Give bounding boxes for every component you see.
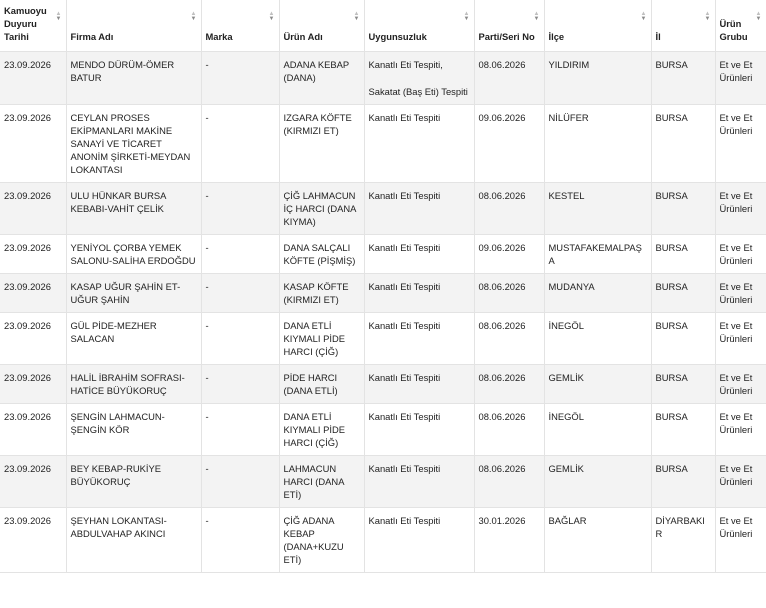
cell-grup: Et ve Et Ürünleri (715, 274, 766, 313)
cell-tarih: 23.09.2026 (0, 105, 66, 183)
sort-arrows-icon[interactable]: ▲ ▼ (55, 11, 62, 22)
cell-text: Kanatlı Eti Tespiti (368, 411, 441, 422)
cell-firma: GÜL PİDE-MEZHER SALACAN (66, 313, 201, 365)
column-header-urun[interactable] (279, 0, 364, 52)
cell-grup: Et ve Et Ürünleri (715, 365, 766, 404)
cell-marka: - (201, 404, 279, 456)
cell-parti: 08.06.2026 (474, 456, 544, 508)
sort-arrows-icon[interactable]: ▲ ▼ (533, 11, 540, 22)
cell-il: BURSA (651, 456, 715, 508)
cell-uygunsuzluk (364, 52, 474, 105)
cell-ilce: GEMLİK (544, 365, 651, 404)
table-row (0, 52, 766, 105)
cell-parti: 08.06.2026 (474, 313, 544, 365)
table-body (0, 52, 766, 573)
cell-ilce: BAĞLAR (544, 508, 651, 573)
cell-text: Kanatlı Eti Tespiti (368, 281, 441, 292)
sort-arrows-icon[interactable]: ▲ ▼ (190, 11, 197, 22)
column-header-il[interactable] (651, 0, 715, 52)
cell-ilce: YILDIRIM (544, 52, 651, 105)
cell-tarih: 23.09.2026 (0, 235, 66, 274)
table-row (0, 313, 766, 365)
cell-ilce: KESTEL (544, 183, 651, 235)
cell-ilce: İNEGÖL (544, 313, 651, 365)
cell-urun: KASAP KÖFTE (KIRMIZI ET) (279, 274, 364, 313)
cell-firma: ULU HÜNKAR BURSA KEBABI-VAHİT ÇELİK (66, 183, 201, 235)
cell-firma: CEYLAN PROSES EKİPMANLARI MAKİNE SANAYİ VE TİCARET ANONİM ŞİRKETİ-MEYDAN LOKANTASI (66, 105, 201, 183)
cell-urun: LAHMACUN HARCI (DANA ETİ) (279, 456, 364, 508)
cell-uygunsuzluk (364, 274, 474, 313)
column-header-label: Parti/Seri No (478, 31, 535, 42)
column-header-grup[interactable] (715, 0, 766, 52)
cell-ilce: MUDANYA (544, 274, 651, 313)
column-header-firma[interactable] (66, 0, 201, 52)
cell-parti: 08.06.2026 (474, 365, 544, 404)
cell-uygunsuzluk (364, 456, 474, 508)
cell-uygunsuzluk (364, 235, 474, 274)
cell-text: Sakatat (Baş Eti) Tespiti (368, 86, 468, 97)
cell-grup: Et ve Et Ürünleri (715, 52, 766, 105)
column-header-label: Ürün Adı (283, 31, 323, 42)
cell-uygunsuzluk (364, 313, 474, 365)
cell-urun: ÇİĞ ADANA KEBAP (DANA+KUZU ETİ) (279, 508, 364, 573)
cell-firma: HALİL İBRAHİM SOFRASI-HATİCE BÜYÜKORUÇ (66, 365, 201, 404)
header-row (0, 0, 766, 52)
table-row (0, 235, 766, 274)
cell-text: Kanatlı Eti Tespiti, (368, 59, 443, 70)
table-row (0, 183, 766, 235)
cell-firma: BEY KEBAP-RUKİYE BÜYÜKORUÇ (66, 456, 201, 508)
cell-parti: 30.01.2026 (474, 508, 544, 573)
table-row (0, 404, 766, 456)
cell-tarih: 23.09.2026 (0, 456, 66, 508)
cell-uygunsuzluk (364, 105, 474, 183)
cell-urun: ADANA KEBAP (DANA) (279, 52, 364, 105)
column-header-label: Ürün Grubu (719, 18, 748, 42)
cell-marka: - (201, 313, 279, 365)
column-header-label: İl (655, 31, 661, 42)
cell-marka: - (201, 235, 279, 274)
cell-il: BURSA (651, 183, 715, 235)
cell-text: Kanatlı Eti Tespiti (368, 112, 441, 123)
sort-arrows-icon[interactable]: ▲ ▼ (640, 11, 647, 22)
cell-tarih: 23.09.2026 (0, 508, 66, 573)
cell-ilce: İNEGÖL (544, 404, 651, 456)
cell-marka: - (201, 456, 279, 508)
cell-parti: 08.06.2026 (474, 52, 544, 105)
cell-text: Kanatlı Eti Tespiti (368, 242, 441, 253)
sort-arrows-icon[interactable]: ▲ ▼ (704, 11, 711, 22)
cell-marka: - (201, 274, 279, 313)
sort-arrows-icon[interactable]: ▲ ▼ (353, 11, 360, 22)
cell-il: BURSA (651, 313, 715, 365)
table-row (0, 456, 766, 508)
cell-text: Kanatlı Eti Tespiti (368, 515, 441, 526)
cell-urun: DANA SALÇALI KÖFTE (PİŞMİŞ) (279, 235, 364, 274)
sort-arrows-icon[interactable]: ▲ ▼ (268, 11, 275, 22)
cell-uygunsuzluk (364, 365, 474, 404)
sort-arrows-icon[interactable]: ▲ ▼ (463, 11, 470, 22)
cell-firma: KASAP UĞUR ŞAHİN ET-UĞUR ŞAHİN (66, 274, 201, 313)
column-header-label: Uygunsuzluk (368, 31, 427, 42)
cell-grup: Et ve Et Ürünleri (715, 404, 766, 456)
cell-grup: Et ve Et Ürünleri (715, 235, 766, 274)
cell-tarih: 23.09.2026 (0, 365, 66, 404)
cell-firma: MENDO DÜRÜM-ÖMER BATUR (66, 52, 201, 105)
cell-uygunsuzluk (364, 508, 474, 573)
column-header-label: Marka (205, 31, 233, 42)
table-header (0, 0, 766, 52)
cell-marka: - (201, 365, 279, 404)
cell-urun: DANA ETLİ KIYMALI PİDE HARCI (ÇİĞ) (279, 313, 364, 365)
cell-il: DİYARBAKIR (651, 508, 715, 573)
cell-il: BURSA (651, 274, 715, 313)
cell-marka: - (201, 105, 279, 183)
column-header-marka[interactable] (201, 0, 279, 52)
cell-firma: ŞENGİN LAHMACUN-ŞENGİN KÖR (66, 404, 201, 456)
column-header-parti[interactable] (474, 0, 544, 52)
table-row (0, 508, 766, 573)
column-header-uygunsuzluk[interactable] (364, 0, 474, 52)
column-header-ilce[interactable] (544, 0, 651, 52)
table-row (0, 274, 766, 313)
sort-arrows-icon[interactable]: ▲ ▼ (755, 11, 762, 22)
cell-grup: Et ve Et Ürünleri (715, 508, 766, 573)
cell-text: Kanatlı Eti Tespiti (368, 463, 441, 474)
cell-text: Kanatlı Eti Tespiti (368, 320, 441, 331)
table-row (0, 365, 766, 404)
cell-marka: - (201, 183, 279, 235)
table-row (0, 105, 766, 183)
cell-firma: ŞEYHAN LOKANTASI-ABDULVAHAP AKINCI (66, 508, 201, 573)
cell-urun: DANA ETLİ KIYMALI PİDE HARCI (ÇİĞ) (279, 404, 364, 456)
cell-parti: 08.06.2026 (474, 183, 544, 235)
cell-il: BURSA (651, 52, 715, 105)
cell-tarih: 23.09.2026 (0, 52, 66, 105)
cell-uygunsuzluk (364, 404, 474, 456)
cell-grup: Et ve Et Ürünleri (715, 183, 766, 235)
cell-grup: Et ve Et Ürünleri (715, 456, 766, 508)
cell-ilce: MUSTAFAKEMALPAŞA (544, 235, 651, 274)
cell-text: Kanatlı Eti Tespiti (368, 372, 441, 383)
cell-marka: - (201, 508, 279, 573)
cell-tarih: 23.09.2026 (0, 313, 66, 365)
column-header-tarih[interactable] (0, 0, 66, 52)
cell-grup: Et ve Et Ürünleri (715, 313, 766, 365)
cell-urun: PİDE HARCI (DANA ETLİ) (279, 365, 364, 404)
column-header-label: İlçe (548, 31, 565, 42)
cell-urun: ÇİĞ LAHMACUN İÇ HARCI (DANA KIYMA) (279, 183, 364, 235)
cell-il: BURSA (651, 235, 715, 274)
cell-ilce: NİLÜFER (544, 105, 651, 183)
cell-uygunsuzluk (364, 183, 474, 235)
cell-marka: - (201, 52, 279, 105)
column-header-label: Kamuoyu Duyuru Tarihi (4, 5, 47, 42)
cell-parti: 08.06.2026 (474, 404, 544, 456)
cell-il: BURSA (651, 365, 715, 404)
cell-text: Kanatlı Eti Tespiti (368, 190, 441, 201)
cell-il: BURSA (651, 404, 715, 456)
cell-parti: 09.06.2026 (474, 105, 544, 183)
cell-tarih: 23.09.2026 (0, 274, 66, 313)
column-header-label: Firma Adı (70, 31, 114, 42)
cell-il: BURSA (651, 105, 715, 183)
cell-parti: 08.06.2026 (474, 274, 544, 313)
cell-tarih: 23.09.2026 (0, 404, 66, 456)
cell-firma: YENİYOL ÇORBA YEMEK SALONU-SALİHA ERDOĞDU (66, 235, 201, 274)
cell-ilce: GEMLİK (544, 456, 651, 508)
cell-tarih: 23.09.2026 (0, 183, 66, 235)
cell-parti: 09.06.2026 (474, 235, 544, 274)
cell-grup: Et ve Et Ürünleri (715, 105, 766, 183)
cell-urun: IZGARA KÖFTE (KIRMIZI ET) (279, 105, 364, 183)
